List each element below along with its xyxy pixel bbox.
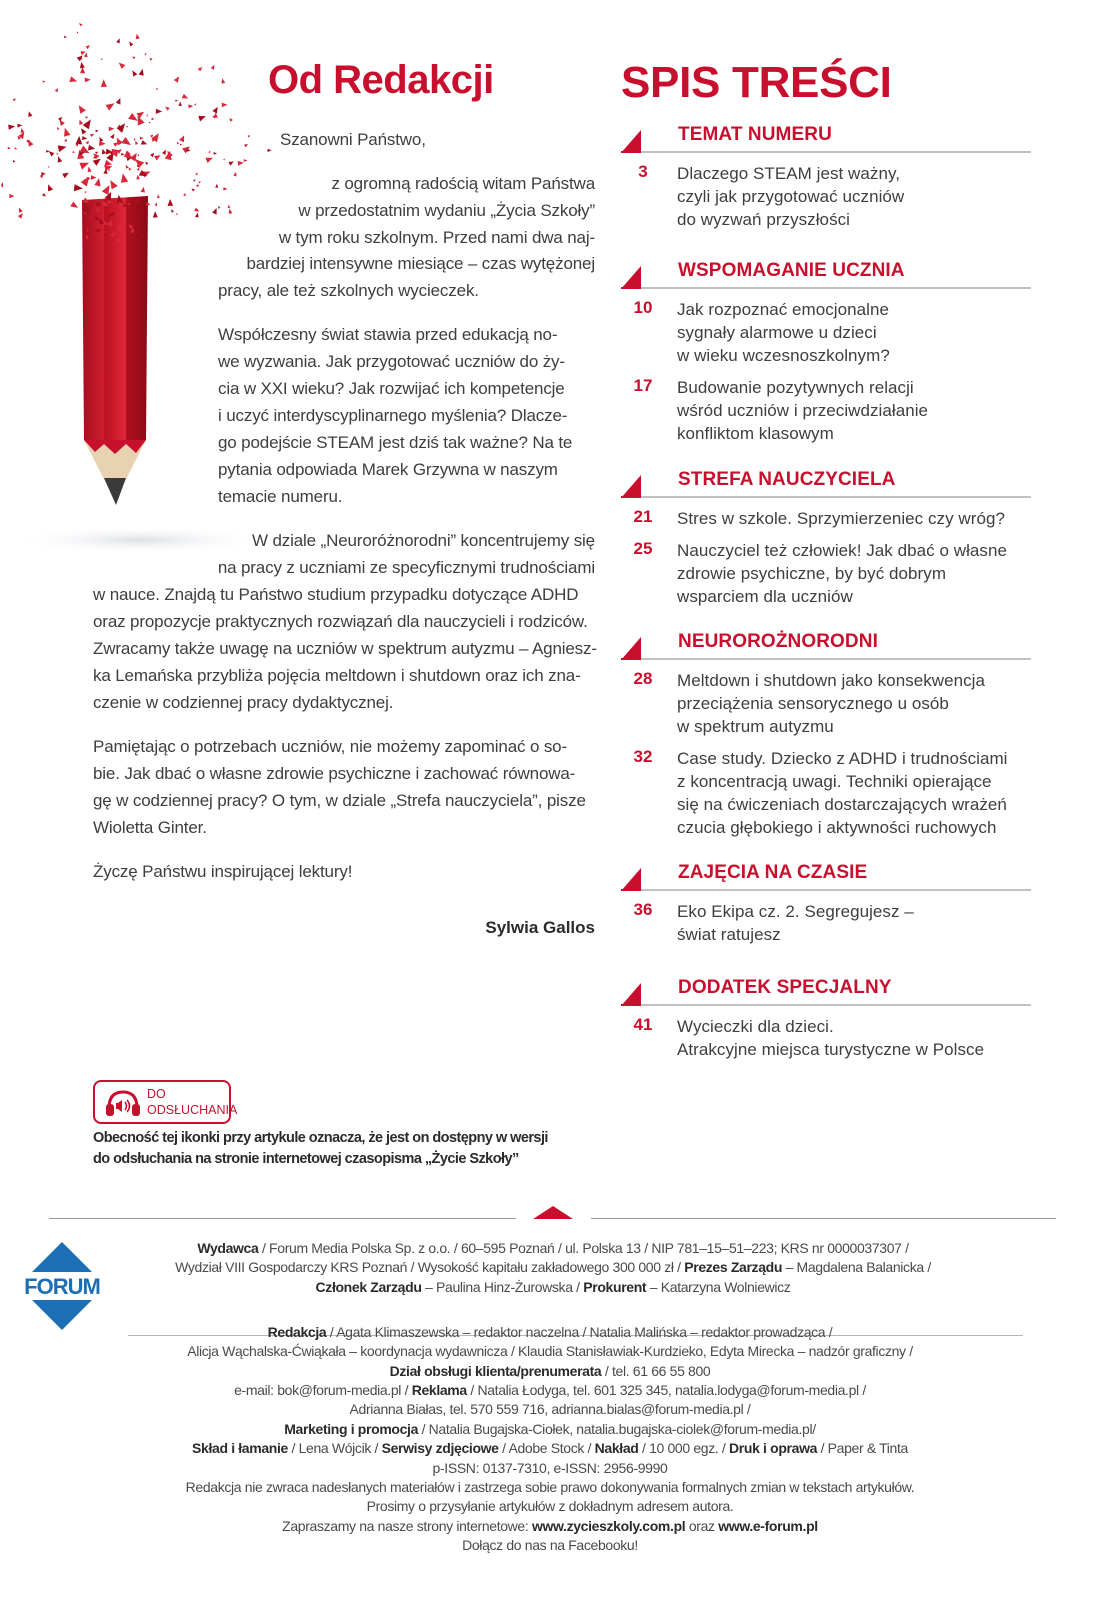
toc-entry-title: Meltdown i shutdown jako konsekwencja [677, 671, 986, 690]
ed-foot-line [60, 1439, 1040, 1457]
editorial-line: Współczesny świat stawia przed edukacją no- [218, 325, 558, 344]
editorial-line: Szanowni Państwo, [280, 130, 426, 149]
toc-entry[interactable] [621, 162, 1031, 231]
pub-line [118, 1258, 988, 1276]
footer-text: Alicja Wąchalska-Ćwiąkała – koordynacja wydawnicza / Klaudia Stanisławiak-Kurdzieko, Edyta Mirecka – nadzór graficzny / [187, 1343, 913, 1359]
editorial-line: w przedostatnim wydaniu „Życia Szkoły” [298, 201, 595, 220]
editorial-line: na pracy z uczniami ze specyficznymi trudnościami [217, 558, 595, 577]
editorial-line: czenie w codziennej pracy dydaktycznej. [93, 693, 394, 712]
editorial-line: w tym roku szkolnym. Przed nami dwa naj- [278, 228, 595, 247]
footer-label: Reklama [411, 1382, 467, 1398]
section-triangle-icon [621, 258, 641, 289]
footer-label: Członek Zarządu [315, 1279, 422, 1295]
editorial-line: Wioletta Ginter. [93, 818, 207, 837]
footer-label: Druk i oprawa [729, 1440, 818, 1456]
toc-page-number: 25 [633, 539, 653, 558]
forum-logo [16, 1240, 108, 1332]
editorial-line: w nauce. Znajdą tu Państwo studium przypadku dotyczące ADHD [93, 585, 579, 604]
ed-foot-line [60, 1478, 1040, 1496]
toc-entry[interactable] [621, 747, 1031, 839]
toc-page-number: 36 [633, 900, 653, 919]
editorial-line: ka Lemańska przybliża pojęcia meltdown i shutdown oraz ich zna- [93, 666, 581, 685]
toc-section [621, 629, 1031, 839]
toc-entry-title: przeciążenia sensorycznego u osób [677, 694, 949, 713]
ed-foot-line [60, 1400, 1040, 1418]
toc-entry[interactable] [621, 298, 1031, 367]
footer-text: / Natalia Łodyga, tel. 601 325 345, natalia.lodyga@forum-media.pl / [466, 1382, 866, 1398]
toc-section-label: ZAJĘCIA NA CZASIE [678, 862, 868, 883]
ed-foot-line [60, 1517, 1040, 1535]
footer-text: / Natalia Bugajska-Ciołek, natalia.bugajska-ciolek@forum-media.pl/ [418, 1421, 816, 1437]
toc-entry-title: Budowanie pozytywnych relacji [677, 378, 914, 397]
toc-entry[interactable] [621, 539, 1031, 608]
audio-badge-label: DO ODSŁUCHANIA [147, 1087, 238, 1117]
toc-entry-title: wsparciem dla uczniów [677, 587, 853, 606]
footer-label: Redakcja [267, 1324, 327, 1340]
footer-label: www.e-forum.pl [718, 1518, 818, 1534]
footer-text: Redakcja nie zwraca nadesłanych materiałów i zastrzega sobie prawo dokonywania formalnych zmian w tekstach artykułów. [185, 1479, 915, 1495]
headphones-icon [101, 1088, 145, 1118]
section-triangle-icon [621, 975, 641, 1006]
footer-text: – Katarzyna Wolniewicz [646, 1279, 791, 1295]
ed-foot-line [60, 1420, 1040, 1438]
editorial-line: gę w codziennej pracy? O tym, w dziale „Strefa nauczyciela”, pisze [93, 791, 586, 810]
toc-entry-title: czyli jak przygotować uczniów [677, 187, 905, 206]
ed-foot-line [60, 1342, 1040, 1360]
toc-entry-title: Dlaczego STEAM jest ważny, [677, 164, 901, 183]
toc-section-heading [621, 122, 1031, 153]
toc-section-heading [621, 629, 1031, 660]
toc-page-number: 17 [633, 376, 653, 395]
toc-section-heading [621, 467, 1031, 498]
editorial-line: Zwracamy także uwagę na uczniów w spektrum autyzmu – Agniesz- [93, 639, 597, 658]
toc-entry-title: Stres w szkole. Sprzymierzeniec czy wróg? [677, 509, 1005, 528]
toc-section-heading [621, 860, 1031, 891]
toc-entry-title: Case study. Dziecko z ADHD i trudnościami [677, 749, 1008, 768]
ed-foot-line [60, 1362, 1040, 1380]
editorial-line: i uczyć interdyscyplinarnego myślenia? Dlacze- [218, 406, 568, 425]
footer-label: Serwisy zdjęciowe [381, 1440, 499, 1456]
editorial-line: cia w XXI wieku? Jak rozwijać ich kompetencje [218, 379, 565, 398]
audio-badge-note: Obecność tej ikonki przy artykule oznacza, że jest on dostępny w wersji [93, 1130, 548, 1146]
toc-entry-title: Nauczyciel też człowiek! Jak dbać o własne [677, 541, 1007, 560]
footer-text: – Paulina Hinz-Żurowska / [421, 1279, 584, 1295]
audio-badge-note: do odsłuchania na stronie internetowej czasopisma „Życie Szkoły” [93, 1151, 519, 1167]
editorial-line: pytania odpowiada Marek Grzywna w naszym [218, 460, 558, 479]
footer-text: / Lena Wójcik / [287, 1440, 382, 1456]
editorial-title: Od Redakcji [268, 58, 494, 102]
toc-entry-title: Eko Ekipa cz. 2. Segregujesz – [677, 902, 914, 921]
pub-line [118, 1278, 988, 1296]
footer-text: oraz [685, 1518, 719, 1534]
forum-logo-text: FORUM [24, 1274, 100, 1299]
footer-label: Skład i łamanie [192, 1440, 288, 1456]
audio-badge [93, 1080, 238, 1124]
toc-section [621, 975, 1031, 1061]
toc-entry-title: Jak rozpoznać emocjonalne [677, 300, 889, 319]
toc-entry-title: w wieku wczesnoszkolnym? [677, 346, 890, 365]
toc-entry-title: konfliktom klasowym [677, 424, 834, 443]
editorial-signature: Sylwia Gallos [485, 918, 595, 937]
editorial-line: Życzę Państwu inspirującej lektury! [93, 862, 353, 881]
toc-section [621, 467, 1031, 608]
toc-entry[interactable] [621, 1015, 1031, 1061]
toc-entry-title: w spektrum autyzmu [677, 717, 834, 736]
toc-section-label: NEUROROŻNORODNI [678, 631, 878, 652]
toc-section-label: TEMAT NUMERU [678, 124, 832, 145]
footer-label: Dział obsługi klienta/prenumerata [389, 1363, 602, 1379]
toc-entry[interactable] [621, 669, 1031, 738]
editorial-line: W dziale „Neuroróżnorodni” koncentrujemy się [252, 531, 595, 550]
toc-entry[interactable] [621, 376, 1031, 445]
ed-foot-line [60, 1381, 1040, 1399]
footer-label: Prezes Zarządu [684, 1259, 783, 1275]
toc-entry-title: z koncentracją uwagi. Techniki opierające [677, 772, 992, 791]
footer-divider [591, 1218, 1056, 1219]
toc-section-label: DODATEK SPECJALNY [678, 977, 892, 998]
footer-text: Prosimy o przysyłanie artykułów z dokładnym adresem autora. [366, 1498, 734, 1514]
toc-page-number: 41 [633, 1015, 653, 1034]
toc-entry-title: Atrakcyjne miejsca turystyczne w Polsce [677, 1040, 985, 1059]
toc-section-heading [621, 975, 1031, 1006]
editorial-line: bardziej intensywne miesiące – czas wytężonej [246, 254, 595, 273]
footer-text: p-ISSN: 0137-7310, e-ISSN: 2956-9990 [432, 1460, 668, 1476]
editorial-line: temacie numeru. [218, 487, 343, 506]
toc-section-heading [621, 258, 1031, 289]
toc-section [621, 122, 1031, 231]
footer-text: / tel. 61 66 55 800 [601, 1363, 711, 1379]
toc-section-label: WSPOMAGANIE UCZNIA [678, 260, 905, 281]
pub-line [118, 1239, 988, 1257]
footer-text: / 10 000 egz. / [638, 1440, 730, 1456]
toc-page-number: 32 [633, 747, 653, 766]
toc-entry-title: Wycieczki dla dzieci. [677, 1017, 834, 1036]
toc-page-number: 21 [633, 507, 653, 526]
toc-entry-title: czucia głębokiego i aktywności ruchowych [677, 818, 997, 837]
toc-entry-title: świat ratujesz [677, 925, 781, 944]
footer-text: / Forum Media Polska Sp. z o.o. / 60–595 Poznań / ul. Polska 13 / NIP 781–15–51–223; KRS nr 0000037307 / [258, 1240, 909, 1256]
footer-text: / Agata Klimaszewska – redaktor naczelna / Natalia Malińska – redaktor prowadząca / [326, 1324, 833, 1340]
editorial-line: Pamiętając o potrzebach uczniów, nie możemy zapominać o so- [93, 737, 567, 756]
footer-text: Zapraszamy na nasze strony internetowe: [282, 1518, 532, 1534]
section-triangle-icon [621, 629, 641, 660]
footer-divider-triangle [533, 1206, 573, 1219]
ed-foot-line [60, 1459, 1040, 1477]
ed-foot-line [60, 1323, 1040, 1341]
toc-entry[interactable] [621, 507, 1031, 530]
toc-section [621, 860, 1031, 946]
footer-text: Adrianna Białas, tel. 570 559 716, adrianna.bialas@forum-media.pl / [349, 1401, 751, 1417]
editorial-line: pracy, ale też szkolnych wycieczek. [218, 281, 479, 300]
footer-label: Wydawca [197, 1240, 259, 1256]
toc-entry-title: sygnały alarmowe u dzieci [677, 323, 877, 342]
toc-page-number: 3 [638, 162, 648, 181]
footer-text: Dołącz do nas na Facebooku! [462, 1537, 638, 1553]
editorial-line: bie. Jak dbać o własne zdrowie psychiczne i zachować równowa- [93, 764, 576, 783]
pencil-lead [104, 478, 126, 505]
footer-text: / Paper & Tinta [817, 1440, 908, 1456]
footer-label: Marketing i promocja [284, 1421, 419, 1437]
toc-entry[interactable] [621, 900, 1031, 946]
footer-text: Wydział VIII Gospodarczy KRS Poznań / Wysokość kapitału zakładowego 300 000 zł / [175, 1259, 685, 1275]
editorial-line: z ogromną radością witam Państwa [331, 174, 595, 193]
footer-text: – Magdalena Balanicka / [782, 1259, 931, 1275]
toc-entry-title: do wyzwań przyszłości [677, 210, 850, 229]
editorial-line: go podejście STEAM jest dziś tak ważne? Na te [218, 433, 573, 452]
section-triangle-icon [621, 122, 641, 153]
footer-label: Prokurent [583, 1279, 647, 1295]
toc-section-label: STREFA NAUCZYCIELA [678, 469, 896, 490]
toc-entry-title: wśród uczniów i przeciwdziałanie [677, 401, 929, 420]
ed-foot-line [60, 1497, 1040, 1515]
section-triangle-icon [621, 467, 641, 498]
footer-label: www.zycieszkoly.com.pl [531, 1518, 686, 1534]
toc-entry-title: zdrowie psychiczne, by być dobrym [677, 564, 947, 583]
footer-text: e-mail: bok@forum-media.pl / [234, 1382, 412, 1398]
toc-page-number: 10 [633, 298, 653, 317]
editorial-line: we wyzwania. Jak przygotować uczniów do ży- [218, 352, 565, 371]
toc-title: SPIS TREŚCI [621, 58, 892, 107]
footer-text: / Adobe Stock / [498, 1440, 595, 1456]
ed-foot-line [60, 1536, 1040, 1554]
footer-divider [49, 1218, 516, 1219]
editorial-line: oraz propozycje praktycznych rozwiązań dla nauczycieli i rodziców. [93, 612, 588, 631]
toc-section [621, 258, 1031, 445]
section-triangle-icon [621, 860, 641, 891]
toc-entry-title: się na ćwiczeniach dostarczających wrażeń [677, 795, 1007, 814]
footer-label: Nakład [594, 1440, 639, 1456]
toc-page-number: 28 [633, 669, 653, 688]
